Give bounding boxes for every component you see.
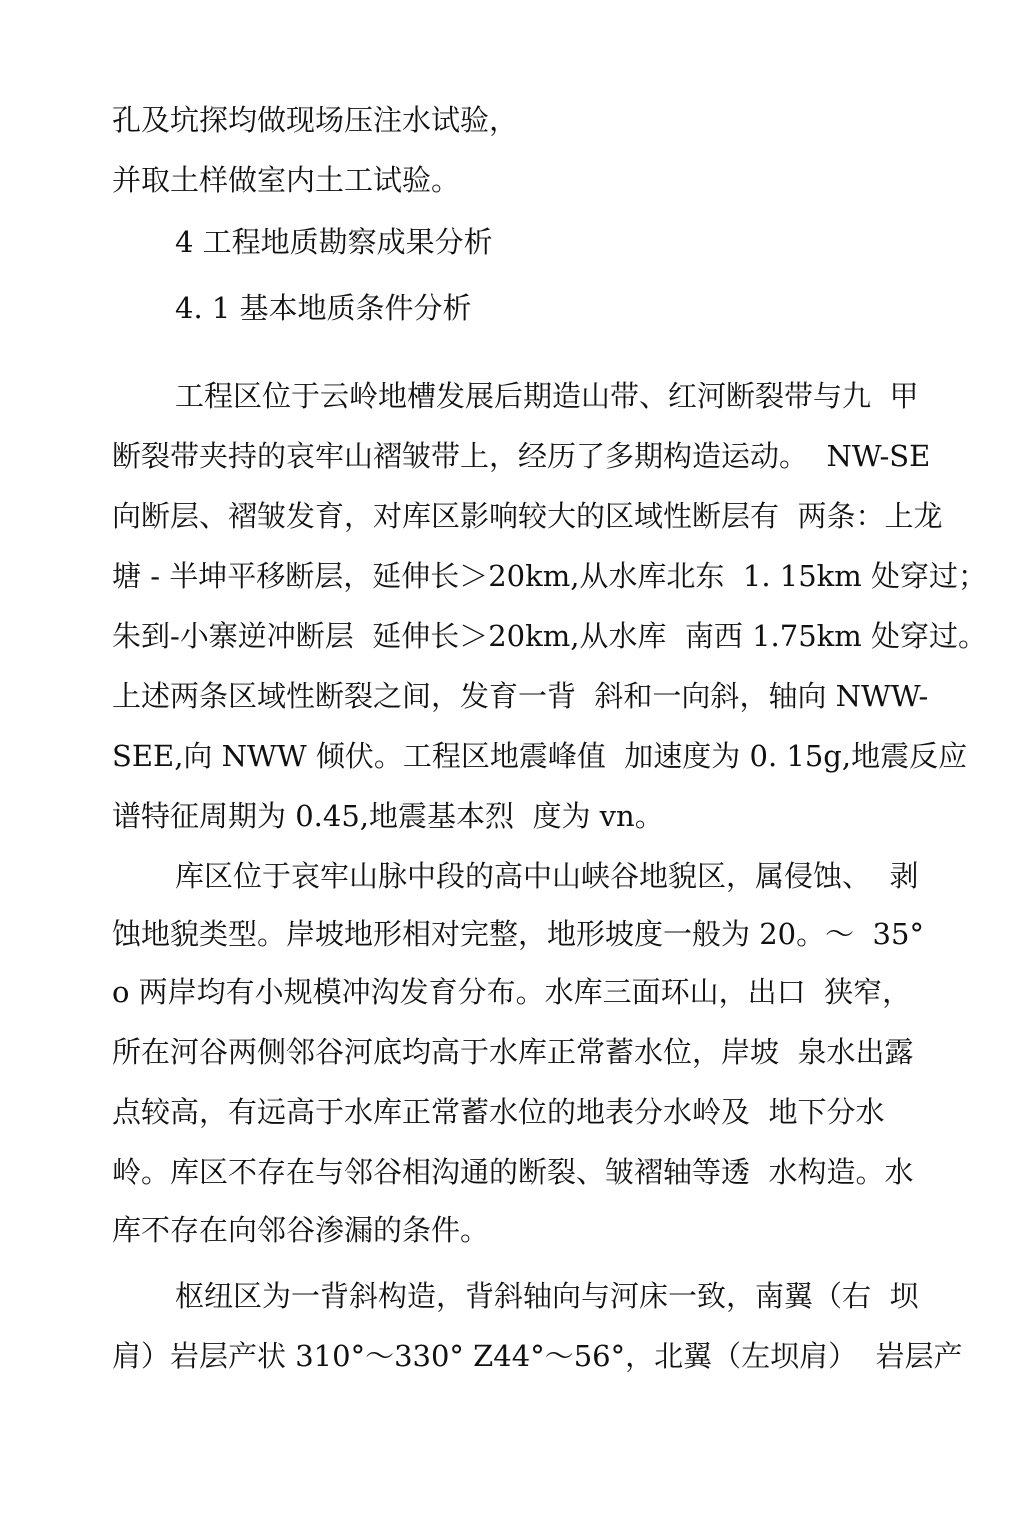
text-line-7: 向断层、褶皱发育，对库区影响较大的区域性断层有 两条：上龙 xyxy=(112,499,943,533)
text-line-11: SEE,向 NWW 倾伏。工程区地震峰值 加速度为 0. 15g,地震反应 xyxy=(112,739,968,773)
text-line-13: 库区位于哀牢山脉中段的高中山峡谷地貌区，属侵蚀、 剥 xyxy=(175,859,919,893)
text-line-5: 工程区位于云岭地槽发展后期造山带、红河断裂带与九 甲 xyxy=(175,379,919,413)
text-line-8: 塘 - 半坤平移断层，延伸长＞20km,从水库北东 1. 15km 处穿过； xyxy=(112,559,987,593)
text-line-12: 谱特征周期为 0.45,地震基本烈 度为 vn。 xyxy=(112,799,664,833)
text-line-14: 蚀地貌类型。岸坡地形相对完整，地形坡度一般为 20。～ 35° xyxy=(112,917,924,951)
text-line-10: 上述两条区域性断裂之间，发育一背 斜和一向斜，轴向 NWW- xyxy=(112,679,929,713)
text-line-19: 库不存在向邻谷渗漏的条件。 xyxy=(112,1213,490,1247)
text-line-1: 孔及坑探均做现场压注水试验， xyxy=(112,103,519,137)
text-line-9: 朱到-小寨逆冲断层 延伸长＞20km,从水库 南西 1.75km 处穿过。 xyxy=(112,619,987,653)
text-line-17: 点较高，有远高于水库正常蓄水位的地表分水岭及 地下分水 xyxy=(112,1095,885,1129)
text-line-6: 断裂带夹持的哀牢山褶皱带上，经历了多期构造运动。 NW-SE xyxy=(112,439,931,473)
text-line-16: 所在河谷两侧邻谷河底均高于水库正常蓄水位，岸坡 泉水出露 xyxy=(112,1035,914,1069)
section-heading-4: 4 工程地质勘察成果分析 xyxy=(175,225,493,259)
text-line-21: 肩）岩层产状 310°～330° Z44°～56°，北翼（左坝肩） 岩层产 xyxy=(112,1339,963,1373)
section-heading-4-1: 4. 1 基本地质条件分析 xyxy=(175,291,472,325)
text-line-20: 枢纽区为一背斜构造，背斜轴向与河床一致，南翼（右 坝 xyxy=(175,1279,919,1313)
text-line-18: 岭。库区不存在与邻谷相沟通的断裂、皱褶轴等透 水构造。水 xyxy=(112,1155,914,1189)
text-line-2: 并取土样做室内土工试验。 xyxy=(112,163,461,197)
text-line-15: o 两岸均有小规模冲沟发育分布。水库三面环山，出口 狭窄， xyxy=(112,975,912,1009)
